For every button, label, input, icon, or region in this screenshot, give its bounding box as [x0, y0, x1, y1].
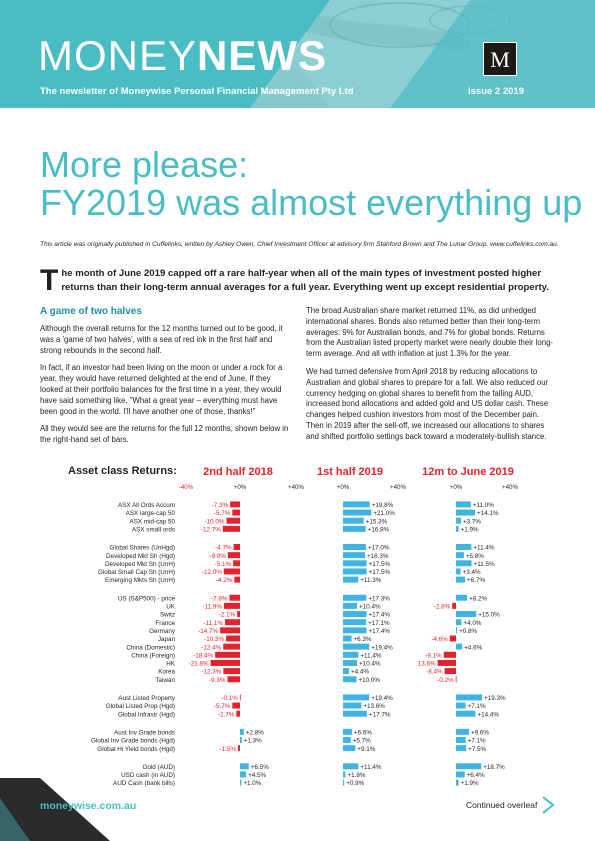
bar [343, 611, 366, 617]
row-label: US (S&P500) - price [117, 595, 175, 603]
bar [225, 619, 240, 625]
data-label: +2.8% [245, 729, 264, 737]
data-label: -12.0% [201, 569, 222, 577]
data-label: -4.7% [215, 544, 232, 552]
article-intro [40, 264, 555, 297]
bar [343, 737, 351, 743]
data-label: +14.4% [477, 711, 499, 719]
data-label: -5.1% [214, 560, 232, 568]
data-label: +6.6% [353, 729, 372, 737]
data-label: +1.9% [460, 780, 479, 788]
data-label: -2.8% [433, 603, 451, 611]
data-label: -0.2% [437, 676, 454, 684]
data-label: +3.4% [462, 569, 481, 577]
masthead-title-light: MONEY [38, 32, 198, 79]
data-label: -7.3% [211, 502, 229, 509]
data-label: -18.4% [193, 652, 214, 660]
paragraph: The broad Australian share market returned 11%, as did unhedged international shares. Bonds also returned better than their long-term averages: 9% for Australian bonds, and 7% for global bonds. Returns from the Australian listed property market were nearly double their long-term average. And all with inflation at just 1.3% for the year. [306, 306, 554, 359]
bar [224, 568, 240, 574]
data-label: -4.6% [431, 636, 448, 644]
data-label: -8.4% [426, 668, 443, 676]
data-label: +17.1% [368, 619, 390, 627]
bar [223, 668, 240, 674]
bar [456, 737, 466, 743]
data-label: -14.7% [198, 627, 219, 635]
data-label: +19.3% [484, 695, 506, 702]
bar [232, 703, 240, 709]
bar [444, 652, 456, 658]
bar [227, 676, 240, 682]
bar [343, 636, 352, 642]
data-label: +17.7% [368, 711, 391, 719]
bar [343, 568, 367, 574]
data-label: +0.8% [459, 627, 478, 635]
row-label: ASX small ords [131, 526, 175, 534]
bar [233, 560, 240, 566]
row-label: UK [166, 603, 175, 611]
data-label: -7.8% [211, 595, 228, 603]
row-label: Developed Mkt Sh (Hgd) [106, 552, 175, 560]
bar [240, 771, 246, 777]
bar [456, 619, 461, 625]
data-label: +7.5% [468, 745, 487, 753]
data-label: +14.1% [477, 510, 499, 518]
article-headline [40, 144, 583, 223]
data-label: -2.7% [217, 711, 235, 719]
row-label: Global Listed Prop (Hgd) [105, 703, 175, 711]
bar [343, 644, 369, 650]
row-label: Emerging Mkts Sh (UnH) [105, 577, 175, 585]
bar [456, 763, 481, 769]
bar [343, 703, 361, 709]
row-label: Global Shares (UnHgd) [109, 544, 175, 552]
data-label: +11.4% [473, 544, 495, 552]
row-label: China (Foreign) [131, 652, 175, 660]
bar [456, 560, 472, 566]
panel-title: 2nd half 2018 [203, 466, 273, 478]
data-label: -0.1% [221, 695, 238, 702]
bar [456, 771, 465, 777]
bar [236, 711, 240, 717]
bar [232, 510, 240, 516]
masthead-title-bold: NEWS [197, 32, 328, 79]
data-label: +1.9% [460, 526, 479, 534]
bar [343, 652, 358, 658]
bar [230, 501, 240, 507]
data-label: +11.0% [472, 502, 494, 509]
data-label: -5.7% [213, 703, 231, 711]
data-label: +4.6% [464, 644, 483, 652]
data-label: +5.7% [352, 737, 371, 745]
bar [456, 703, 466, 709]
bar [343, 603, 357, 609]
bar [234, 577, 240, 583]
bar [343, 518, 364, 524]
bar [343, 729, 352, 735]
data-label: -21.8% [188, 660, 209, 668]
bar [456, 552, 464, 558]
data-label: +17.3% [368, 595, 390, 603]
data-label: +4.5% [248, 772, 267, 780]
masthead-tagline: The newsletter of Moneywise Personal Financial Management Pty Ltd [40, 86, 354, 97]
bar [226, 636, 240, 642]
axis-tick-label: +0% [336, 484, 350, 491]
data-label: -10.0% [204, 518, 225, 526]
data-label: -11.9% [202, 603, 222, 611]
data-label: +19.4% [371, 644, 393, 652]
data-label: +19.8% [371, 502, 394, 509]
chart-title: Asset class Returns: [68, 465, 177, 477]
bar [215, 652, 240, 658]
bar [343, 526, 366, 532]
data-label: +1.0% [243, 780, 262, 788]
bar [343, 771, 345, 777]
row-label: USD cash (in AUD) [121, 772, 175, 780]
row-label: ASX mid-cap 50 [129, 518, 175, 526]
row-label: China (Domestic) [126, 644, 175, 652]
bar [240, 729, 244, 735]
bar [343, 501, 370, 507]
bar [343, 676, 357, 682]
data-label: +10.4% [359, 603, 381, 611]
bar [456, 595, 467, 601]
row-label: France [155, 619, 175, 627]
chart-canvas [38, 462, 558, 788]
bar [240, 694, 241, 700]
data-label: +4.4% [350, 668, 369, 676]
data-label: +13.6% [363, 703, 385, 711]
data-label: +7.1% [467, 737, 486, 745]
bar [456, 676, 457, 682]
bar [452, 603, 456, 609]
bar [240, 737, 242, 743]
bar [456, 544, 471, 550]
bar [234, 544, 240, 550]
data-label: -12.3% [201, 668, 222, 676]
bar [240, 763, 249, 769]
data-label: +11.5% [473, 560, 495, 568]
row-label: Global Hi Yield bonds (Hgd) [97, 745, 175, 753]
data-label: +18.7% [483, 763, 505, 771]
bar [456, 526, 459, 532]
data-label: +15.3% [365, 518, 388, 526]
data-label: +17.4% [368, 627, 391, 635]
data-label: +16.3% [367, 552, 389, 560]
axis-tick-label: +40% [502, 484, 518, 491]
data-label: +6.3% [353, 636, 372, 644]
data-label: +10.0% [358, 676, 381, 684]
row-label: Global Small Cap Sh (UnH) [98, 569, 175, 577]
bar [456, 644, 462, 650]
data-label: +6.5% [250, 763, 269, 771]
bar [343, 619, 366, 625]
data-label: +6.4% [466, 772, 485, 780]
data-label: +15.0% [478, 611, 500, 619]
column-left [40, 306, 291, 453]
article-credit: This article was originally published in Cuffelinks, written by Ashley Owen, Chief Investment Officer at advisory firm Stanford Brown and The Lunar Group. www.cuffelinks.com.au. [40, 241, 559, 248]
bar [343, 660, 357, 666]
bar [343, 763, 358, 769]
continued-overleaf: Continued overleaf [466, 800, 538, 810]
bar [456, 611, 476, 617]
data-label: +21.0% [373, 510, 395, 518]
data-label: -10.3% [204, 636, 225, 644]
bar [220, 627, 240, 633]
row-label: Switz [159, 611, 175, 619]
data-label: +4.0% [463, 619, 482, 627]
bar [445, 668, 456, 674]
data-label: +0.9% [346, 780, 365, 788]
bar [228, 552, 240, 558]
moneywise-logo [483, 42, 517, 76]
bar [438, 660, 456, 666]
data-label: -12.7% [200, 526, 221, 534]
website-link[interactable]: moneywise.com.au [40, 800, 137, 812]
row-label: Developed Mkt Sh (UnH) [105, 560, 175, 568]
data-label: -5.7% [213, 510, 231, 518]
drop-cap: T [40, 264, 59, 297]
section-subheading: A game of two halves [40, 306, 142, 317]
bar [343, 668, 349, 674]
bar [456, 745, 466, 751]
data-label: +9.6% [470, 729, 489, 737]
bar [456, 711, 475, 717]
bar [456, 568, 461, 574]
data-label: -9.0% [209, 552, 226, 560]
data-label: +1.3% [243, 737, 262, 745]
bar [456, 694, 482, 700]
masthead-banner [0, 0, 595, 108]
data-label: -9.1% [425, 652, 442, 660]
bar [223, 644, 240, 650]
row-label: ASX large-cap 50 [125, 510, 175, 518]
data-label: +17.4% [368, 611, 391, 619]
axis-tick-label: -40% [178, 484, 194, 491]
row-label: HK [166, 660, 175, 668]
data-label: -9.3% [208, 676, 226, 684]
paragraph: All they would see are the returns for the full 12 months, shown below in the right-hand set of bars. [40, 424, 289, 445]
row-label: Japan [157, 636, 175, 644]
data-label: +16.8% [367, 526, 390, 534]
row-label: Global Infrastr (Hgd) [117, 711, 175, 719]
data-label: -11.1% [203, 619, 224, 627]
data-label: -1.5% [219, 745, 236, 753]
data-label: +11.4% [360, 652, 382, 660]
data-label: +1.8% [347, 772, 366, 780]
bar [343, 552, 365, 558]
axis-tick-label: +40% [390, 484, 406, 491]
bar [456, 729, 469, 735]
bar [211, 660, 240, 666]
row-label: Global Inv Grade bonds (Hgd) [90, 737, 175, 745]
issue-label: Issue 2 2019 [468, 86, 524, 97]
headline-line-2: FY2019 was almost everything up [40, 182, 583, 223]
bar [343, 560, 367, 566]
paragraph: Although the overall returns for the 12 months turned out to be good, it was a 'game of two halves', with a sea of red ink in the first half and strong rebounds in the second half. [40, 324, 283, 355]
bar [227, 518, 241, 524]
bar [343, 510, 371, 516]
row-label: ASX All Ords Accum [117, 502, 175, 509]
data-label: -2.1% [218, 611, 236, 619]
masthead-title [38, 34, 327, 78]
data-label: +7.1% [467, 703, 486, 711]
bar [456, 510, 475, 516]
headline-line-1: More please: [40, 144, 249, 185]
data-label: +19.4% [371, 695, 393, 702]
axis-tick-label: +0% [449, 484, 463, 491]
bar [343, 577, 358, 583]
bar [343, 595, 366, 601]
bar [456, 518, 461, 524]
row-label: Germany [149, 627, 175, 635]
chevron-right-icon[interactable] [540, 795, 556, 815]
panel-title: 12m to June 2019 [422, 466, 514, 478]
panel-title: 1st half 2019 [316, 466, 384, 478]
row-label: AUD Cash (bank bills) [113, 780, 175, 788]
bar [343, 745, 355, 751]
bar [343, 544, 366, 550]
data-label: +6.7% [467, 577, 486, 585]
column-right [306, 306, 557, 450]
axis-tick-label: +40% [288, 484, 304, 491]
row-label: Gold (AUD) [142, 763, 175, 771]
bar [237, 611, 240, 617]
axis-tick-label: +0% [233, 484, 247, 491]
bar [343, 694, 369, 700]
data-label: +17.0% [367, 544, 390, 552]
row-label: Korea [158, 668, 175, 676]
asset-class-returns-chart [38, 462, 558, 788]
bar [450, 636, 456, 642]
row-label: Aust Inv Grade bonds [114, 729, 175, 737]
data-label: +11.4% [360, 763, 382, 771]
data-label: +17.5% [368, 569, 391, 577]
data-label: +9.1% [357, 745, 376, 753]
bar [223, 526, 240, 532]
data-label: +8.2% [469, 595, 488, 603]
data-label: 13.6% [417, 660, 436, 668]
paragraph: We had turned defensive from April 2018 by reducing allocations to Australian and global shares to prepare for a fall. We also reduced our currency hedging on global shares to benefit from the falling AUD, increased bond allocations and added gold and US dollar cash. These changes helped cushion investors from most of the December pain. Then in 2019 after the sell-off, we increased our allocations to shares and shifted portfolio settings back toward a moderately-bullish stance. [306, 366, 549, 441]
data-label: +5.8% [465, 552, 484, 560]
row-label: Taiwan [155, 676, 175, 684]
bar [224, 603, 240, 609]
bar [456, 501, 471, 507]
intro-text: he month of June 2019 capped off a rare half-year when all of the main types of investment posted higher returns than their long-term annual averages for a full year. Everything went up except residential property. [61, 268, 549, 293]
bar [238, 745, 240, 751]
data-label: -12.4% [201, 644, 222, 652]
row-label: Aust Listed Property [118, 695, 175, 702]
data-label: +11.3% [360, 577, 382, 585]
bar [229, 595, 240, 601]
bar [343, 711, 367, 717]
data-label: +3.7% [462, 518, 482, 526]
bar [343, 627, 366, 633]
data-label: +17.5% [368, 560, 391, 568]
data-label: -4.2% [215, 577, 233, 585]
bar [456, 627, 457, 633]
data-label: +10.4% [359, 660, 381, 668]
bar [456, 577, 465, 583]
logo-letter: M [490, 47, 510, 72]
paragraph: In fact, if an investor had been living on the moon or under a rock for a year, they would have returned delighted at the end of June. If they looked at their portfolio balances for the first time in a year, they would have said something like, "What a great year – everything must have been good in the world. I'll have another one of those, thanks!" [40, 363, 283, 416]
